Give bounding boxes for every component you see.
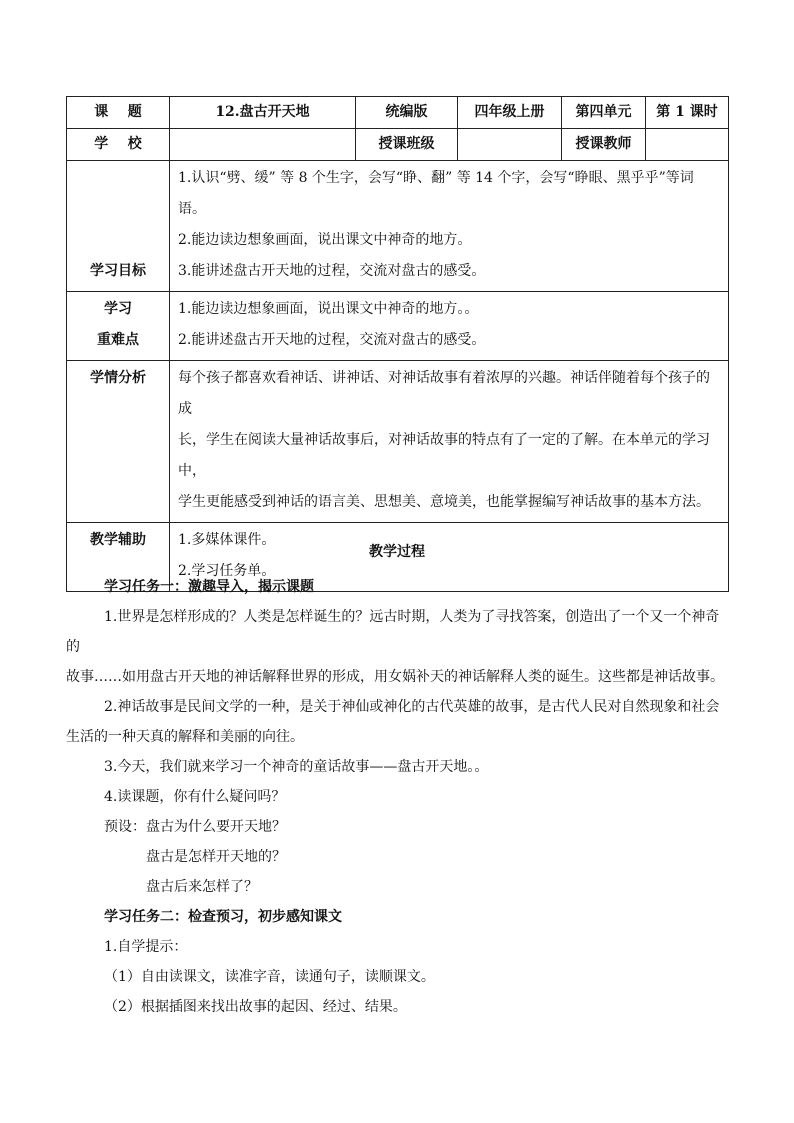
aid-item: 2.学习任务单。 xyxy=(178,563,276,579)
goal-item: 1.认识“劈、缓” 等 8 个生字，会写“睁、翻” 等 14 个字，会写“睁眼、黑乎乎”等词 xyxy=(178,170,694,186)
hint-item-1: （1）自由读课文，读准字音，读通句子，读顺课文。 xyxy=(104,969,435,985)
keypoints-label xyxy=(67,292,170,361)
class-label: 授课班级 xyxy=(356,129,458,161)
teacher-value xyxy=(646,129,729,161)
task1-heading: 学习任务一：激趣导入，揭示课题 xyxy=(104,579,314,595)
analysis-content xyxy=(170,361,729,523)
paragraph-2-line-1: 2.神话故事是民间文学的一种，是关于神仙或神化的古代英雄的故事，是古代人民对自然现象和社会 xyxy=(104,699,720,715)
preset-question-2: 盘古是怎样开天地的？ xyxy=(146,849,286,865)
goal-item: 2.能边读边想象画面，说出课文中神奇的地方。 xyxy=(178,232,472,248)
edition: 统编版 xyxy=(356,97,458,129)
analysis-line: 学生更能感受到神话的语言美、思想美、意境美，也能掌握编写神话故事的基本方法。 xyxy=(178,494,710,510)
keypoint-item: 2.能讲述盘古开天地的过程，交流对盘古的感受。 xyxy=(178,332,486,348)
paragraph-3: 3.今天，我们就来学习一个神奇的童话故事——盘古开天地。。 xyxy=(104,759,489,775)
aids-label-text: 教学辅助 xyxy=(90,532,146,548)
aid-item: 1.多媒体课件。 xyxy=(178,532,276,548)
analysis-line: 每个孩子都喜欢看神话、讲神话、对神话故事有着浓厚的兴趣。神话伴随着每个孩子的成 xyxy=(178,370,710,417)
teacher-label: 授课教师 xyxy=(562,129,646,161)
preset-question-3: 盘古后来怎样了？ xyxy=(146,879,258,895)
grade: 四年级上册 xyxy=(458,97,562,129)
period: 第 1 课时 xyxy=(646,97,729,129)
analysis-row xyxy=(67,361,729,523)
school-value xyxy=(170,129,356,161)
hint-item-2: （2）根据插图来找出故事的起因、经过、结果。 xyxy=(104,999,407,1015)
process-title: 教学过程 xyxy=(369,544,425,560)
paragraph-1-line-1: 1.世界是怎样形成的？人类是怎样诞生的？远古时期，人类为了寻找答案，创造出了一个又一个神奇的 xyxy=(66,609,720,655)
unit: 第四单元 xyxy=(562,97,646,129)
header-row-2 xyxy=(67,129,729,161)
goals-content xyxy=(170,161,729,292)
paragraph-4: 4.读课题，你有什么疑问吗？ xyxy=(104,789,286,805)
goal-item: 3.能讲述盘古开天地的过程，交流对盘古的感受。 xyxy=(178,263,486,279)
lesson-plan-table xyxy=(66,96,729,592)
goal-item: 语。 xyxy=(178,201,206,217)
keypoints-label-line1: 学习 xyxy=(104,301,132,317)
preset-question-1: 预设：盘古为什么要开天地？ xyxy=(104,819,286,835)
class-value xyxy=(458,129,562,161)
self-study-hint: 1.自学提示： xyxy=(104,939,188,955)
keypoint-item: 1.能边读边想象画面，说出课文中神奇的地方。。 xyxy=(178,301,479,317)
paragraph-2-line-2: 生活的一种天真的解释和美丽的向往。 xyxy=(66,729,304,745)
goals-label-text: 学习目标 xyxy=(90,263,146,279)
keypoints-content xyxy=(170,292,729,361)
teaching-process xyxy=(66,572,728,1022)
goals-label xyxy=(67,161,170,292)
keypoints-row xyxy=(67,292,729,361)
header-row-1 xyxy=(67,97,729,129)
topic-label: 课 题 xyxy=(67,97,170,129)
keypoints-label-line2: 重难点 xyxy=(97,332,139,348)
school-label: 学 校 xyxy=(67,129,170,161)
goals-row xyxy=(67,161,729,292)
task2-heading: 学习任务二：检查预习，初步感知课文 xyxy=(104,909,342,925)
lesson-title: 12.盘古开天地 xyxy=(170,97,356,129)
analysis-label xyxy=(67,361,170,523)
paragraph-1-line-2: 故事……如用盘古开天地的神话解释世界的形成，用女娲补天的神话解释人类的诞生。这些都是神话故事。 xyxy=(66,669,724,685)
analysis-label-text: 学情分析 xyxy=(90,370,146,386)
analysis-line: 长，学生在阅读大量神话故事后，对神话故事的特点有了一定的了解。在本单元的学习中， xyxy=(178,432,710,479)
